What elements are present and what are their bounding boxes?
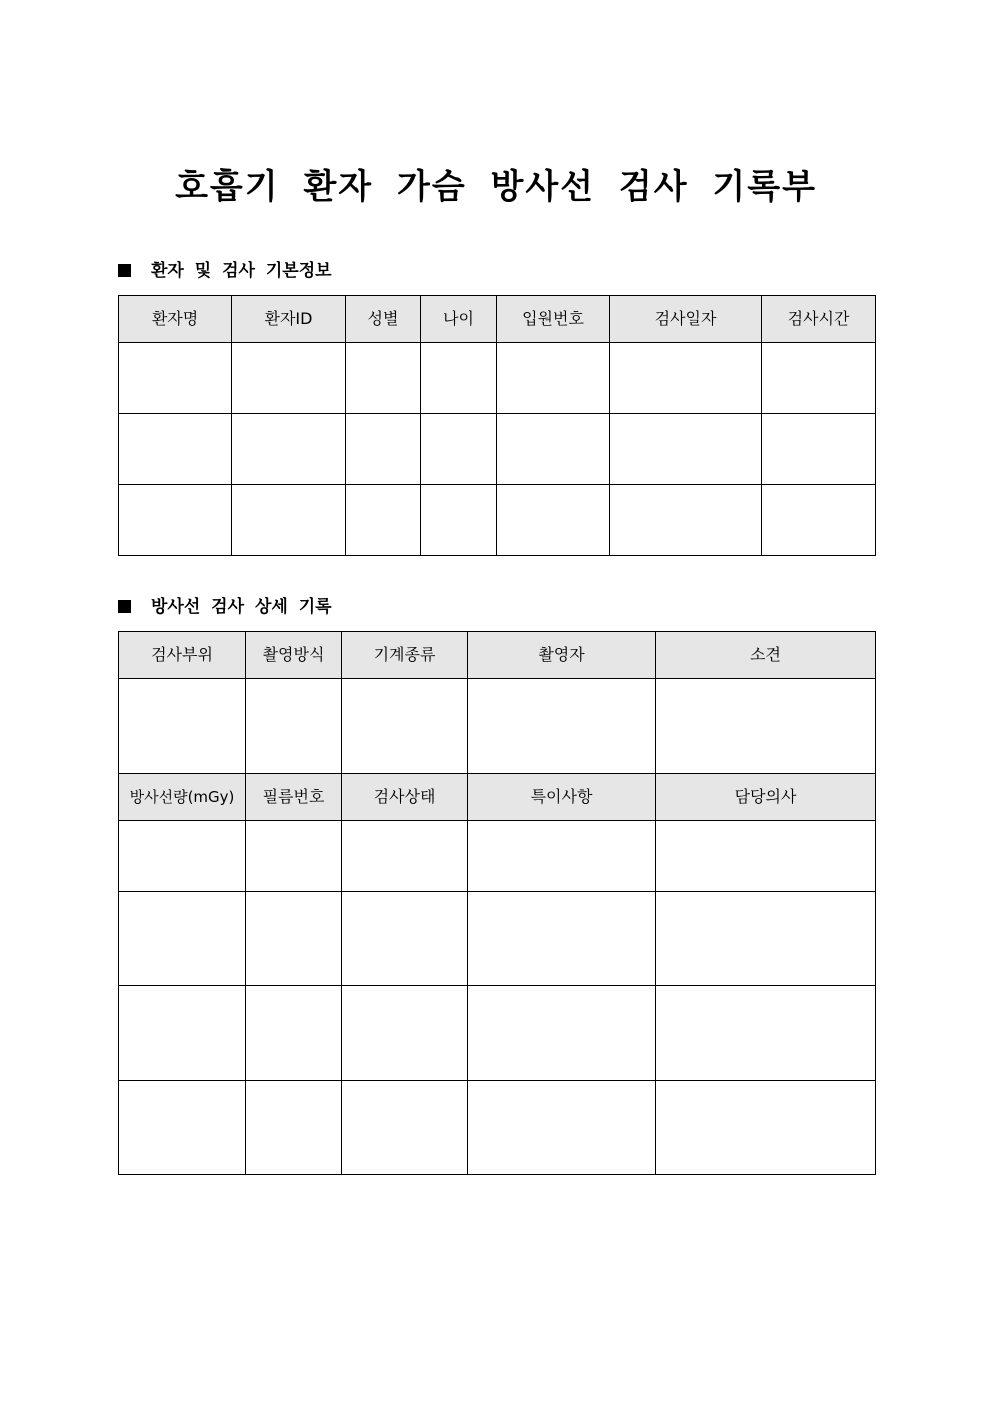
header-cell-exam-region: 검사부위 <box>119 632 246 679</box>
table-cell-input[interactable] <box>656 821 876 892</box>
header-cell-film-number: 필름번호 <box>246 774 342 821</box>
table-cell-input[interactable] <box>610 414 762 485</box>
table-cell-input[interactable] <box>468 1081 656 1175</box>
header-cell-sex: 성별 <box>346 296 421 343</box>
table-cell-input[interactable] <box>119 679 246 774</box>
table-row <box>119 986 876 1081</box>
table-header-row <box>119 296 876 343</box>
basic-info-table <box>118 295 876 556</box>
table-row <box>119 892 876 986</box>
table-cell-input[interactable] <box>246 1081 342 1175</box>
table-cell-input[interactable] <box>421 414 497 485</box>
table-cell-input[interactable] <box>656 679 876 774</box>
exam-details-table <box>118 631 876 1175</box>
table-cell-input[interactable] <box>119 485 232 556</box>
table-header-row <box>119 632 876 679</box>
table-row <box>119 485 876 556</box>
document-title: 호흡기 환자 가슴 방사선 검사 기록부 <box>175 167 817 207</box>
table-cell-input[interactable] <box>497 414 610 485</box>
table-cell-input[interactable] <box>119 821 246 892</box>
table-cell-input[interactable] <box>468 892 656 986</box>
table-cell-input[interactable] <box>246 986 342 1081</box>
table-cell-input[interactable] <box>342 1081 468 1175</box>
table-cell-input[interactable] <box>346 414 421 485</box>
section-heading-label: 환자 및 검사 기본정보 <box>151 261 332 281</box>
table-cell-input[interactable] <box>342 821 468 892</box>
table-cell-input[interactable] <box>610 343 762 414</box>
table-cell-input[interactable] <box>656 1081 876 1175</box>
table-cell-input[interactable] <box>762 485 876 556</box>
header-cell-exam-status: 검사상태 <box>342 774 468 821</box>
table-row <box>119 821 876 892</box>
table-cell-input[interactable] <box>119 343 232 414</box>
table-cell-input[interactable] <box>762 343 876 414</box>
section-heading-label: 방사선 검사 상세 기록 <box>151 597 332 617</box>
header-cell-patient-id: 환자ID <box>232 296 346 343</box>
table-cell-input[interactable] <box>119 1081 246 1175</box>
table-row <box>119 1081 876 1175</box>
header-cell-machine-type: 기계종류 <box>342 632 468 679</box>
table-cell-input[interactable] <box>656 892 876 986</box>
header-cell-admission-number: 입원번호 <box>497 296 610 343</box>
table-cell-input[interactable] <box>342 892 468 986</box>
header-cell-radiographer: 촬영자 <box>468 632 656 679</box>
table-cell-input[interactable] <box>342 679 468 774</box>
table-row <box>119 414 876 485</box>
header-cell-imaging-method: 촬영방식 <box>246 632 342 679</box>
table-cell-input[interactable] <box>119 414 232 485</box>
header-cell-patient-name: 환자명 <box>119 296 232 343</box>
header-cell-radiation-dose: 방사선량(mGy) <box>119 774 246 821</box>
header-cell-exam-time: 검사시간 <box>762 296 876 343</box>
table-cell-input[interactable] <box>762 414 876 485</box>
table-cell-input[interactable] <box>246 821 342 892</box>
header-cell-age: 나이 <box>421 296 497 343</box>
table-cell-input[interactable] <box>346 343 421 414</box>
table-row <box>119 679 876 774</box>
table-cell-input[interactable] <box>656 986 876 1081</box>
table-cell-input[interactable] <box>232 414 346 485</box>
table-cell-input[interactable] <box>497 485 610 556</box>
table-cell-input[interactable] <box>468 986 656 1081</box>
table-cell-input[interactable] <box>346 485 421 556</box>
section-heading-basic-info <box>118 259 332 283</box>
table-cell-input[interactable] <box>119 986 246 1081</box>
black-square-icon <box>118 264 131 277</box>
table-cell-input[interactable] <box>468 679 656 774</box>
header-cell-exam-date: 검사일자 <box>610 296 762 343</box>
table-cell-input[interactable] <box>232 485 346 556</box>
black-square-icon <box>118 600 131 613</box>
table-cell-input[interactable] <box>246 679 342 774</box>
table-cell-input[interactable] <box>119 892 246 986</box>
table-cell-input[interactable] <box>421 343 497 414</box>
table-cell-input[interactable] <box>246 892 342 986</box>
table-cell-input[interactable] <box>610 485 762 556</box>
header-cell-special-notes: 특이사항 <box>468 774 656 821</box>
table-header-row <box>119 774 876 821</box>
table-cell-input[interactable] <box>421 485 497 556</box>
table-cell-input[interactable] <box>342 986 468 1081</box>
table-cell-input[interactable] <box>497 343 610 414</box>
table-cell-input[interactable] <box>468 821 656 892</box>
header-cell-attending-physician: 담당의사 <box>656 774 876 821</box>
table-cell-input[interactable] <box>232 343 346 414</box>
section-heading-exam-details <box>118 595 332 619</box>
header-cell-findings: 소견 <box>656 632 876 679</box>
table-row <box>119 343 876 414</box>
